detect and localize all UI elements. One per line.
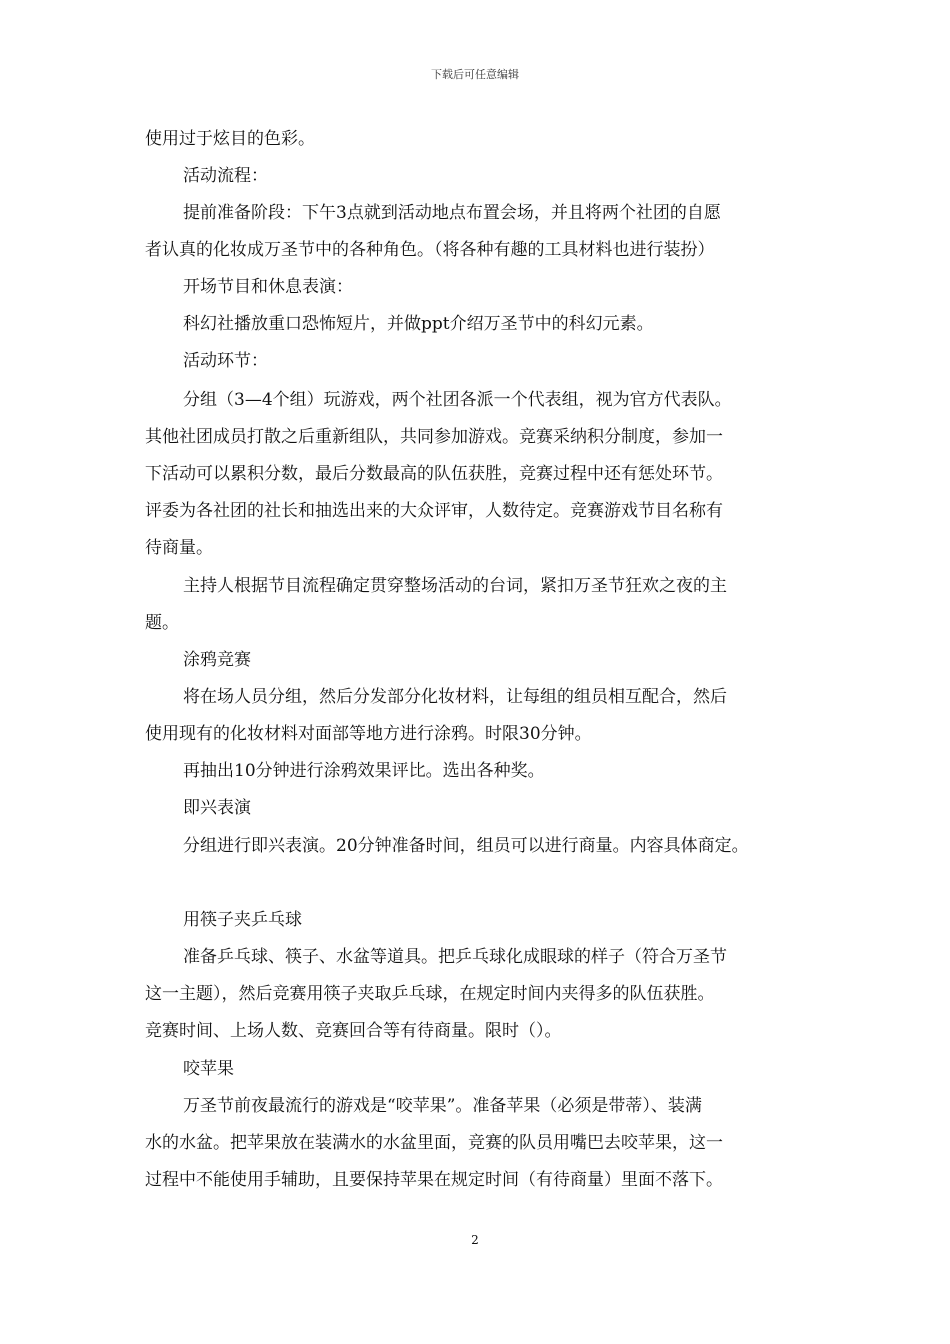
text-line: 待商量。 [145, 538, 213, 558]
text-line: 准备乒乓球、筷子、水盆等道具。把乒乓球化成眼球的样子（符合万圣节 [183, 947, 727, 967]
section-heading: 活动环节： [183, 351, 268, 371]
text-line: 分组进行即兴表演。20分钟准备时间，组员可以进行商量。内容具体商定。 [183, 836, 749, 856]
page-header: 下载后可任意编辑 [431, 68, 519, 81]
text-line: 评委为各社团的社长和抽选出来的大众评审，人数待定。竞赛游戏节目名称有 [145, 501, 723, 521]
text-line: 分组（3—4个组）玩游戏，两个社团各派一个代表组，视为官方代表队。 [183, 390, 732, 410]
section-heading: 即兴表演 [183, 798, 251, 818]
text-line: 再抽出10分钟进行涂鸦效果评比。选出各种奖。 [183, 761, 545, 781]
text-line: 过程中不能使用手辅助，且要保持苹果在规定时间（有待商量）里面不落下。 [145, 1170, 723, 1190]
page-number: 2 [471, 1233, 479, 1247]
section-heading: 活动流程： [183, 166, 268, 186]
text-line: 这一主题），然后竞赛用筷子夹取乒乓球，在规定时间内夹得多的队伍获胜。 [145, 984, 715, 1004]
section-heading: 涂鸦竞赛 [183, 650, 251, 670]
text-line: 其他社团成员打散之后重新组队，共同参加游戏。竞赛采纳积分制度，参加一 [145, 427, 723, 447]
text-line: 水的水盆。把苹果放在装满水的水盆里面，竞赛的队员用嘴巴去咬苹果，这一 [145, 1133, 723, 1153]
text-line: 使用现有的化妆材料对面部等地方进行涂鸦。时限30分钟。 [145, 724, 592, 744]
section-heading: 咬苹果 [183, 1059, 234, 1079]
text-line: 提前准备阶段：下午3点就到活动地点布置会场，并且将两个社团的自愿 [183, 203, 721, 223]
text-line: 万圣节前夜最流行的游戏是“咬苹果”。准备苹果（必须是带蒂）、装满 [183, 1096, 702, 1116]
text-line: 科幻社播放重口恐怖短片，并做ppt介绍万圣节中的科幻元素。 [183, 314, 654, 334]
section-heading: 用筷子夹乒乓球 [183, 910, 302, 930]
text-line: 竞赛时间、上场人数、竞赛回合等有待商量。限时（）。 [145, 1021, 562, 1041]
text-line: 将在场人员分组，然后分发部分化妆材料，让每组的组员相互配合，然后 [183, 687, 727, 707]
text-line: 者认真的化妆成万圣节中的各种角色。（将各种有趣的工具材料也进行装扮） [145, 240, 715, 260]
text-line: 使用过于炫目的色彩。 [145, 129, 315, 149]
section-heading: 开场节目和休息表演： [183, 277, 353, 297]
text-line: 下活动可以累积分数，最后分数最高的队伍获胜，竞赛过程中还有惩处环节。 [145, 464, 723, 484]
text-line: 主持人根据节目流程确定贯穿整场活动的台词，紧扣万圣节狂欢之夜的主 [183, 576, 727, 596]
text-line: 题。 [145, 613, 179, 633]
